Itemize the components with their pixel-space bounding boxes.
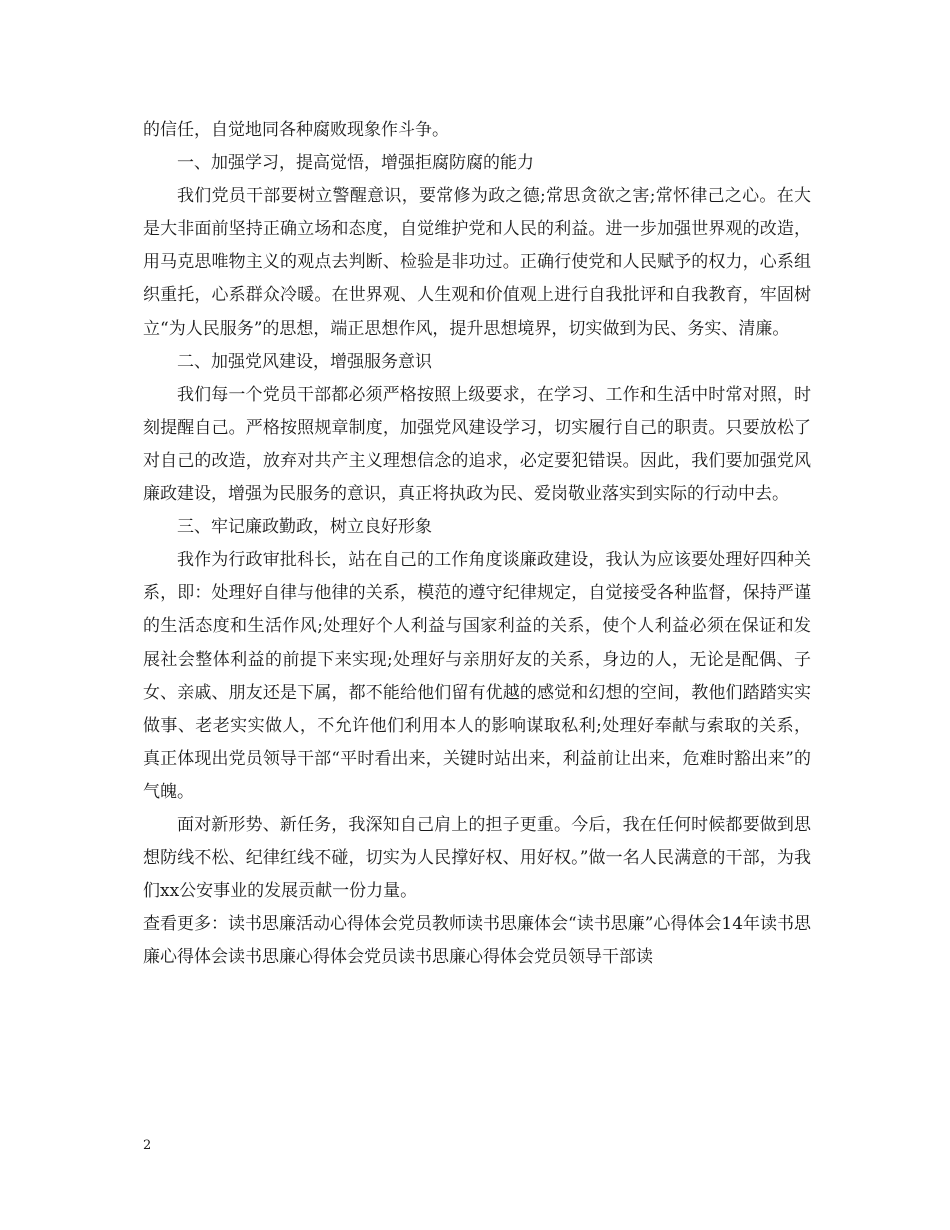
paragraph: 面对新形势、新任务，我深知自己肩上的担子更重。今后，我在任何时候都要做到思想防线不松、纪律红线不碰，切实为人民撑好权、用好权。”做一名人民满意的干部，为我们xx公安事业的发展贡献一份力量。 [143, 814, 811, 902]
see-more-label: 查看更多： [143, 914, 228, 935]
page-number: 2 [143, 1138, 152, 1153]
section-heading-1: 一、加强学习，提高觉悟，增强拒腐防腐的能力 [177, 153, 534, 174]
section-heading-2: 二、加强党风建设，增强服务意识 [177, 351, 432, 372]
paragraph: 的信任，自觉地同各种腐败现象作斗争。 [143, 120, 449, 140]
paragraph: 我作为行政审批科长，站在自己的工作角度谈廉政建设，我认为应该要处理好四种关系，即：处理好自律与他律的关系，模范的遵守纪律规定，自觉接受各种监督，保持严谨的生活态度和生活作风;处理好个人利益与国家利益的关系，使个人利益必须在保证和发展社会整体利益的前提下来实现;处理好与亲朋好友的关系，身边的人，无论是配偶、子女、亲戚、朋友还是下属，都不能给他们留有优越的感觉和幻想的空间，教他们踏踏实实做事、老老实实做人，不允许他们利用本人的影响谋取私利;处理好奉献与索取的关系，真正体现出党员领导干部“平时看出来，关键时站出来，利益前让出来，危难时豁出来”的气魄。 [143, 550, 811, 802]
section-heading-3: 三、牢记廉政勤政，树立良好形象 [177, 517, 432, 538]
paragraph: 我们每一个党员干部都必须严格按照上级要求，在学习、工作和生活中时常对照，时刻提醒自己。严格按照规章制度，加强党风建设学习，切实履行自己的职责。只要放松了对自己的改造，放弃对共产主义理想信念的追求，必定要犯错误。因此，我们要加强党风廉政建设，增强为民服务的意识，真正将执政为民、爱岗敬业落实到实际的行动中去。 [143, 384, 811, 505]
see-more-links[interactable]: 读书思廉活动心得体会党员教师读书思廉体会“读书思廉”心得体会14年读书思廉心得体会读书思廉心得体会党员读书思廉心得体会党员领导干部读 [143, 914, 812, 968]
document-body [143, 114, 811, 974]
paragraph: 我们党员干部要树立警醒意识，要常修为政之德;常思贪欲之害;常怀律己之心。在大是大非面前坚持正确立场和态度，自觉维护党和人民的利益。进一步加强世界观的改造，用马克思唯物主义的观点去判断、检验是非功过。正确行使党和人民赋予的权力，心系组织重托，心系群众冷暖。在世界观、人生观和价值观上进行自我批评和自我教育，牢固树立“为人民服务”的思想，端正思想作风，提升思想境界，切实做到为民、务实、清廉。 [143, 186, 811, 339]
see-more-line [143, 908, 811, 974]
